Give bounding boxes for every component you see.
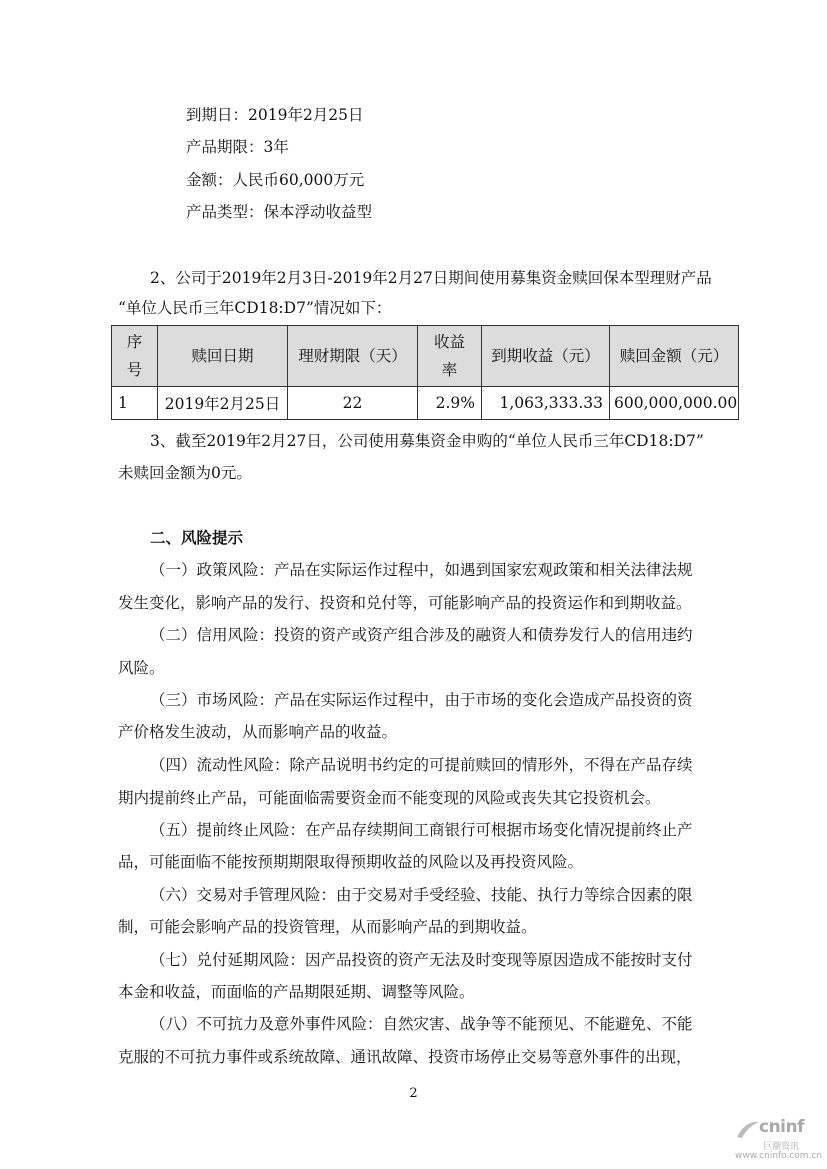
header-seq: 序 号 — [112, 326, 158, 387]
redemption-table — [111, 325, 739, 420]
cninfo-logo — [735, 1117, 823, 1165]
header-maturity-income: 到期收益（元） — [482, 326, 610, 387]
logo-subtitle: 巨潮资讯 — [763, 1142, 800, 1152]
section3-line1: 3、截至2019年2月27日，公司使用募集资金申购的“单位人民币三年CD18:D7” — [150, 432, 704, 450]
header-term-days: 理财期限（天） — [288, 326, 418, 387]
risk-credit-line1: （二）信用风险：投资的资产或资产组合涉及的融资人和债券发行人的信用违约 — [150, 626, 693, 644]
header-redeem-date: 赎回日期 — [158, 326, 288, 387]
product-amount: 金额：人民币60,000万元 — [186, 171, 365, 189]
risk-early-termination-line1: （五）提前终止风险：在产品存续期间工商银行可根据市场变化情况提前终止产 — [150, 821, 693, 839]
header-redeem-amount: 赎回金额（元） — [610, 326, 739, 387]
cell-redeem-date: 2019年2月25日 — [158, 387, 288, 420]
risk-liquidity-line2: 期内提前终止产品，可能面临需要资金而不能变现的风险或丧失其它投资机会。 — [118, 789, 661, 807]
risk-heading: 二、风险提示 — [150, 529, 244, 547]
risk-policy-line1: （一）政策风险：产品在实际运作过程中，如遇到国家宏观政策和相关法律法规 — [150, 561, 693, 579]
product-type: 产品类型：保本浮动收益型 — [186, 203, 373, 221]
cell-maturity-income: 1,063,333.33 — [482, 387, 610, 420]
logo-wordmark: cninf — [759, 1117, 805, 1137]
risk-market-line2: 产价格发生波动，从而影响产品的收益。 — [118, 723, 398, 741]
table-header-row — [112, 326, 739, 387]
logo-url: www.cninfo.com.cn — [735, 1151, 823, 1161]
section2-line2: “单位人民币三年CD18:D7”情况如下： — [118, 299, 392, 317]
product-term: 产品期限：3年 — [186, 138, 289, 156]
risk-force-majeure-line2: 克服的不可抗力事件或系统故障、通讯故障、投资市场停止交易等意外事件的出现， — [118, 1048, 692, 1066]
risk-market-line1: （三）市场风险：产品在实际运作过程中，由于市场的变化会造成产品投资的资 — [150, 691, 693, 709]
cell-seq: 1 — [112, 387, 158, 420]
maturity-date: 到期日：2019年2月25日 — [186, 106, 364, 124]
risk-policy-line2: 发生变化，影响产品的发行、投资和兑付等，可能影响产品的投资运作和到期收益。 — [118, 594, 692, 612]
risk-force-majeure-line1: （八）不可抗力及意外事件风险：自然灾害、战争等不能预见、不能避免、不能 — [150, 1015, 693, 1033]
risk-liquidity-line1: （四）流动性风险：除产品说明书约定的可提前赎回的情形外，不得在产品存续 — [150, 756, 693, 774]
page-number: 2 — [409, 1086, 418, 1101]
risk-payment-delay-line2: 本金和收益，而面临的产品期限延期、调整等风险。 — [118, 983, 475, 1001]
swoosh-icon — [735, 1119, 761, 1141]
risk-early-termination-line2: 品，可能面临不能按预期期限取得预期收益的风险以及再投资风险。 — [118, 853, 584, 871]
header-yield-rate: 收益 率 — [418, 326, 482, 387]
cell-term-days: 22 — [288, 387, 418, 420]
cell-redeem-amount: 600,000,000.00 — [610, 387, 739, 420]
cell-yield-rate: 2.9% — [418, 387, 482, 420]
risk-counterparty-line2: 制，可能会影响产品的投资管理，从而影响产品的到期收益。 — [118, 918, 537, 936]
section3-line2: 未赎回金额为0元。 — [118, 464, 252, 482]
section2-line1: 2、公司于2019年2月3日-2019年2月27日期间使用募集资金赎回保本型理财产品 — [150, 269, 712, 287]
risk-counterparty-line1: （六）交易对手管理风险：由于交易对手受经验、技能、执行力等综合因素的限 — [150, 886, 693, 904]
table-row — [112, 387, 739, 420]
risk-payment-delay-line1: （七）兑付延期风险：因产品投资的资产无法及时变现等原因造成不能按时支付 — [150, 951, 693, 969]
risk-credit-line2: 风险。 — [118, 659, 165, 677]
